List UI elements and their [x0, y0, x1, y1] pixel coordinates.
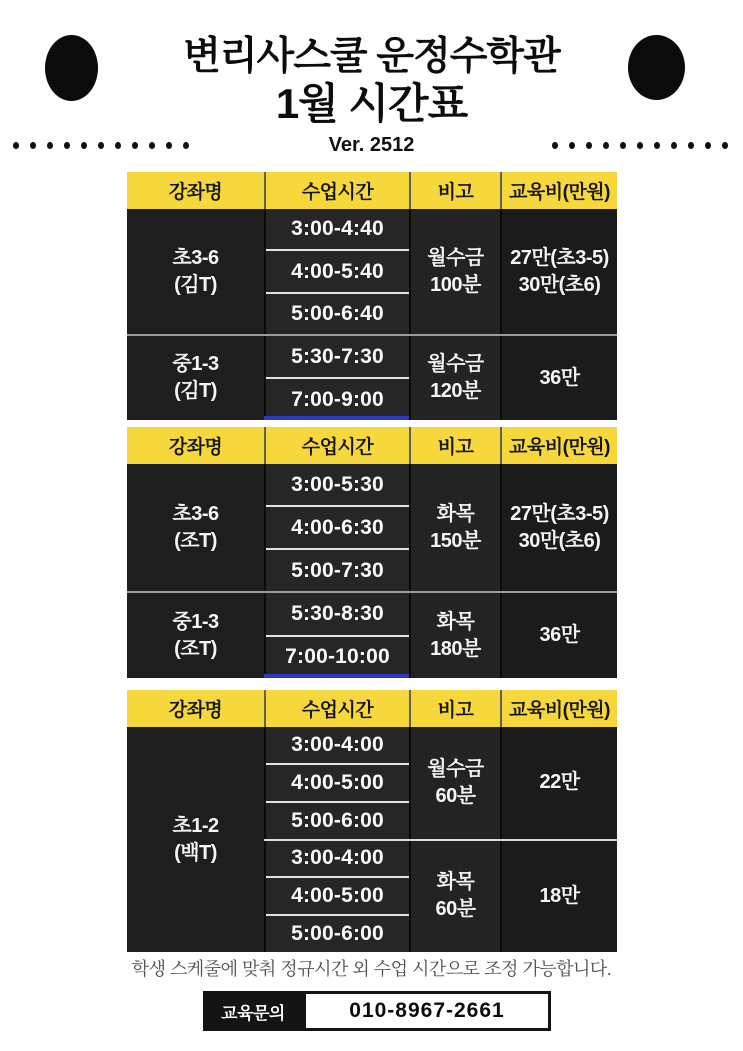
column-header-note: 비고	[409, 690, 500, 727]
course-teacher: (김T)	[174, 273, 217, 296]
blue-accent-underline	[264, 674, 409, 678]
column-header-fee: 교육비(만원)	[500, 690, 617, 727]
time-cell	[264, 841, 409, 953]
note-days: 월수금	[427, 353, 484, 376]
dot	[64, 142, 70, 149]
table-row	[264, 727, 617, 839]
time-cell	[264, 464, 409, 591]
fee-line: 36만	[539, 624, 580, 647]
time-slot: 4:00-6:30	[291, 515, 384, 539]
column-header-time: 수업시간	[264, 172, 409, 209]
version-label: Ver. 2512	[328, 134, 415, 156]
note-cell	[409, 841, 500, 953]
time-slot: 7:00-9:00	[291, 387, 384, 411]
time-slot: 3:00-4:00	[291, 732, 384, 756]
time-cell	[264, 336, 409, 420]
dot	[705, 142, 711, 149]
dot	[13, 142, 19, 149]
note-duration: 120분	[430, 380, 481, 403]
dot	[637, 142, 643, 149]
dot	[620, 142, 626, 149]
dotted-divider-left	[13, 142, 189, 149]
dot	[30, 142, 36, 149]
table-body	[127, 209, 617, 420]
column-header-fee: 교육비(만원)	[500, 172, 617, 209]
dot	[115, 142, 121, 149]
note-days: 월수금	[427, 757, 484, 780]
fee-line: 27만(초3-5)	[510, 502, 609, 525]
fee-line: 30만(초6)	[518, 529, 601, 552]
fee-line: 36만	[539, 366, 580, 389]
dot	[47, 142, 53, 149]
note-duration: 150분	[430, 529, 481, 552]
fee-line: 22만	[539, 771, 580, 794]
blue-accent-underline	[264, 416, 409, 420]
timetable-jo	[127, 427, 617, 678]
dot	[149, 142, 155, 149]
time-cell	[264, 727, 409, 839]
time-cell	[264, 209, 409, 334]
fee-cell	[500, 841, 617, 953]
dot	[569, 142, 575, 149]
table-row	[127, 209, 617, 334]
dot	[183, 142, 189, 149]
course-cell	[127, 727, 264, 952]
dot	[132, 142, 138, 149]
column-header-course: 강좌명	[168, 437, 223, 458]
note-duration: 180분	[430, 637, 481, 660]
table-header-row	[127, 690, 617, 727]
dot	[552, 142, 558, 149]
time-slot: 5:30-7:30	[291, 344, 384, 368]
schedule-blocks	[264, 727, 617, 952]
footer-note: 학생 스케줄에 맞춰 정규시간 외 수업 시간으로 조정 가능합니다.	[131, 959, 612, 979]
timetable-baek	[127, 690, 617, 952]
contact-phone-number: 010-8967-2661	[306, 994, 548, 1028]
table-row	[264, 841, 617, 953]
time-slot: 5:00-6:00	[291, 922, 384, 946]
note-duration: 60분	[435, 898, 476, 921]
time-slot: 4:00-5:00	[291, 884, 384, 908]
course-teacher: (김T)	[174, 380, 217, 403]
dot	[654, 142, 660, 149]
note-cell	[409, 464, 500, 591]
course-teacher: (조T)	[174, 637, 217, 660]
column-header-note: 비고	[409, 427, 500, 464]
course-cell	[127, 593, 264, 678]
time-slot: 3:00-5:30	[291, 472, 384, 496]
fee-cell	[500, 727, 617, 839]
table-row	[127, 593, 617, 678]
time-slot: 4:00-5:40	[291, 259, 384, 283]
table-row	[127, 464, 617, 591]
course-name: 초1-2	[172, 814, 219, 837]
fee-cell	[500, 593, 617, 678]
column-header-course: 강좌명	[168, 700, 223, 721]
dot	[671, 142, 677, 149]
time-cell	[264, 593, 409, 678]
timetable-kim	[127, 172, 617, 420]
fee-line: 30만(초6)	[518, 273, 601, 296]
dotted-divider-right	[552, 142, 728, 149]
dot	[722, 142, 728, 149]
dot	[688, 142, 694, 149]
time-slot: 3:00-4:40	[291, 217, 384, 241]
column-header-time: 수업시간	[264, 690, 409, 727]
dot	[603, 142, 609, 149]
fee-cell	[500, 209, 617, 334]
note-duration: 100분	[430, 273, 481, 296]
time-slot: 5:00-6:40	[291, 302, 384, 326]
table-body	[127, 464, 617, 678]
fee-line: 18만	[539, 884, 580, 907]
column-header-note: 비고	[409, 172, 500, 209]
dot	[81, 142, 87, 149]
note-days: 화목	[436, 610, 475, 633]
course-cell	[127, 336, 264, 420]
note-cell	[409, 336, 500, 420]
course-cell	[127, 209, 264, 334]
note-duration: 60분	[435, 784, 476, 807]
table-header-row	[127, 172, 617, 209]
column-header-fee: 교육비(만원)	[500, 427, 617, 464]
time-slot: 5:00-7:30	[291, 558, 384, 582]
course-cell	[127, 464, 264, 591]
table-header-row	[127, 427, 617, 464]
note-cell	[409, 727, 500, 839]
contact-bar	[203, 991, 551, 1031]
course-name: 중1-3	[172, 610, 219, 633]
fee-line: 27만(초3-5)	[510, 246, 609, 269]
table-row	[127, 336, 617, 420]
title-line2: 1월 시간표	[275, 80, 468, 127]
title-line1: 변리사스쿨 운정수학관	[183, 35, 560, 78]
note-days: 월수금	[427, 246, 484, 269]
dot	[586, 142, 592, 149]
time-slot: 5:30-8:30	[291, 601, 384, 625]
time-slot: 7:00-10:00	[285, 645, 390, 669]
page-title	[0, 34, 743, 157]
time-slot: 4:00-5:00	[291, 770, 384, 794]
contact-label: 교육문의	[221, 1003, 285, 1023]
note-days: 화목	[436, 502, 475, 525]
dot	[166, 142, 172, 149]
dot	[98, 142, 104, 149]
course-teacher: (조T)	[174, 529, 217, 552]
fee-cell	[500, 336, 617, 420]
time-slot: 5:00-6:00	[291, 808, 384, 832]
column-header-time: 수업시간	[264, 427, 409, 464]
note-cell	[409, 209, 500, 334]
table-body	[127, 727, 617, 952]
fee-cell	[500, 464, 617, 591]
column-header-course: 강좌명	[168, 182, 223, 203]
time-slot: 3:00-4:00	[291, 846, 384, 870]
course-name: 초3-6	[172, 246, 219, 269]
note-cell	[409, 593, 500, 678]
note-days: 화목	[436, 871, 475, 894]
course-teacher: (백T)	[174, 841, 217, 864]
course-name: 중1-3	[172, 353, 219, 376]
course-name: 초3-6	[172, 502, 219, 525]
